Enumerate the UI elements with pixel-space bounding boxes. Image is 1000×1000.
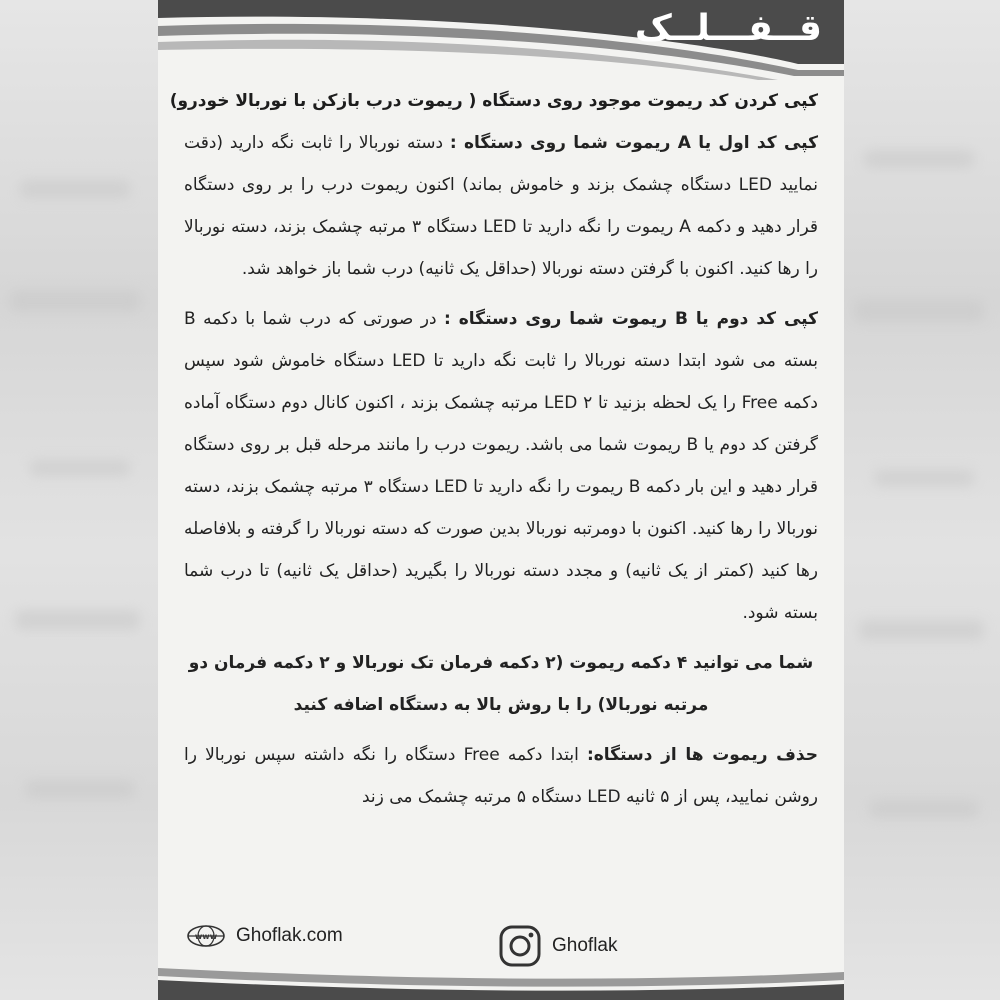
footer bbox=[158, 912, 844, 1000]
www-globe-icon bbox=[186, 924, 226, 948]
website-link[interactable]: Ghoflak.com bbox=[236, 925, 343, 946]
instagram-icon bbox=[498, 924, 542, 968]
instagram-contact[interactable] bbox=[498, 924, 617, 968]
svg-text:www: www bbox=[194, 932, 218, 941]
instruction-sheet bbox=[158, 0, 844, 1000]
website-contact[interactable] bbox=[186, 924, 343, 948]
section-heading: حذف ریموت ها از دستگاه: bbox=[586, 745, 818, 765]
section-heading: کپی کد دوم یا B ریموت شما روی دستگاه : bbox=[444, 309, 818, 329]
section-copy-code-b bbox=[184, 298, 818, 634]
section-copy-code-a bbox=[184, 122, 818, 290]
section-body: ابتدا دکمه Free دستگاه را نگه داشته سپس نوربالا را روشن نمایید، پس از ۵ ثانیه LED دستگاه ۵ مرتبه چشمک می زند bbox=[184, 745, 818, 807]
section-delete-remotes bbox=[184, 734, 818, 818]
section-heading: کپی کد اول یا A ریموت شما روی دستگاه : bbox=[449, 133, 818, 153]
document-title: کپی کردن کد ریموت موجود روی دستگاه ( ریموت درب بازکن با نوربالا خودرو) bbox=[169, 91, 818, 111]
brand-logo-text: قــفـــلــک bbox=[634, 8, 822, 49]
header-band bbox=[158, 0, 844, 80]
blurred-background-right bbox=[844, 0, 1000, 1000]
section-body: دسته نوربالا را ثابت نگه دارید (دقت نمایید LED دستگاه چشمک بزند و خاموش بماند) اکنون ریموت درب را بر روی دستگاه قرار دهید و دکمه A ریموت را نگه دارید تا LED دستگاه ۳ مرتبه چشمک بزند، دسته نوربالا را رها کنید. اکنون با گرفتن دسته نوربالا (حداقل یک ثانیه) درب شما باز خواهد شد. bbox=[184, 133, 818, 279]
instagram-handle[interactable]: Ghoflak bbox=[552, 935, 618, 956]
blurred-background-left bbox=[0, 0, 158, 1000]
section-body: در صورتی که درب شما با دکمه B بسته می شود ابتدا دسته نوربالا را ثابت نگه دارید تا LED دستگاه خاموش شود سپس دکمه Free را یک لحظه بزنید تا LED ۲ مرتبه چشمک بزند ، اکنون کانال دوم دستگاه آماده گرفتن کد دوم یا B ریموت شما می باشد. ریموت درب را مانند مرحله قبل بر روی دستگاه قرار دهید و این بار دکمه B ریموت را نگه دارید تا LED دستگاه ۳ مرتبه چشمک بزند، دسته نوربالا را رها کنید. اکنون با دومرتبه نوربالا بدین صورت که دسته نوربالا را گرفته و بلافاصله رها کنید (کمتر از یک ثانیه) و مجدد دسته نوربالا را بگیرید (حداقل یک ثانیه) تا درب شما بسته شود. bbox=[184, 309, 819, 623]
note-paragraph: شما می توانید ۴ دکمه ریموت (۲ دکمه فرمان تک نوربالا و ۲ دکمه فرمان دو مرتبه نوربالا) را با روش بالا به دستگاه اضافه کنید bbox=[188, 653, 814, 715]
document-content bbox=[169, 84, 819, 818]
